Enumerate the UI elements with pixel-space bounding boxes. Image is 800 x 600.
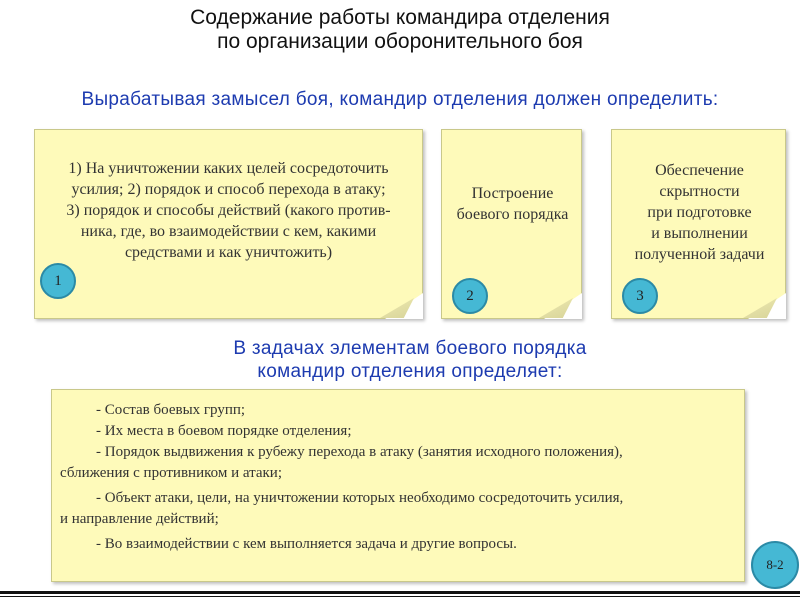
number-badge-2: 2 xyxy=(452,278,488,314)
duties-list-item-continuation: и направление действий; xyxy=(60,511,219,527)
note-card-1-line: ника, где, во взаимодействии с кем, какими xyxy=(80,223,377,240)
note-card-3-line: при подготовке xyxy=(647,204,752,221)
note-card-3-line: полученной задачи xyxy=(634,246,765,263)
number-badge-3: 3 xyxy=(622,278,658,314)
page-title-line-1: Содержание работы командира отделения xyxy=(190,6,610,29)
note-card-3-line: и выполнении xyxy=(651,225,748,242)
note-card-3-line: Обеспечение xyxy=(655,162,744,179)
duties-list-item: - Состав боевых групп; xyxy=(96,402,246,418)
page-title-line-2: по организации оборонительного боя xyxy=(217,30,583,53)
note-card-1-text xyxy=(41,158,416,263)
note-card-1 xyxy=(34,129,423,319)
section2-heading-line-2: командир отделения определяет: xyxy=(257,361,563,382)
duties-list-item-continuation: сближения с противником и атаки; xyxy=(60,465,283,481)
note-card-1-line: 3) порядок и способы действий (какого против- xyxy=(66,202,391,219)
note-card-1-line: усилия; 2) порядок и способ перехода в атаку; xyxy=(71,181,386,198)
page-number-badge: 8-2 xyxy=(751,541,799,589)
duties-list-item: - Порядок выдвижения к рубежу перехода в атаку (занятия исходного положения), xyxy=(96,444,623,460)
section2-heading-line-1: В задачах элементам боевого порядка xyxy=(233,338,587,359)
note-card-3-line: скрытности xyxy=(659,183,740,200)
duties-note-card xyxy=(51,389,745,582)
note-card-1-line: 1) На уничтожении каких целей сосредоточить xyxy=(68,160,389,177)
bottom-divider-thin xyxy=(0,596,800,597)
duties-list-item: - Во взаимодействии с кем выполняется задача и другие вопросы. xyxy=(96,536,517,552)
duties-list-item: - Их места в боевом порядке отделения; xyxy=(96,423,352,439)
note-card-1-line: средствами и как уничтожить) xyxy=(124,244,333,261)
note-card-2-line: Построение xyxy=(471,185,554,202)
note-card-2-line: боевого порядка xyxy=(456,206,569,223)
note-card-3-text xyxy=(614,160,785,265)
section1-heading: Вырабатывая замысел боя, командир отделения должен определить: xyxy=(81,89,719,110)
number-badge-1: 1 xyxy=(40,263,76,299)
note-card-2 xyxy=(441,129,582,319)
duties-list-item: - Объект атаки, цели, на уничтожении которых необходимо сосредоточить усилия, xyxy=(96,490,624,506)
note-card-3 xyxy=(611,129,786,319)
note-card-2-text xyxy=(444,183,581,225)
bottom-divider xyxy=(0,591,800,594)
